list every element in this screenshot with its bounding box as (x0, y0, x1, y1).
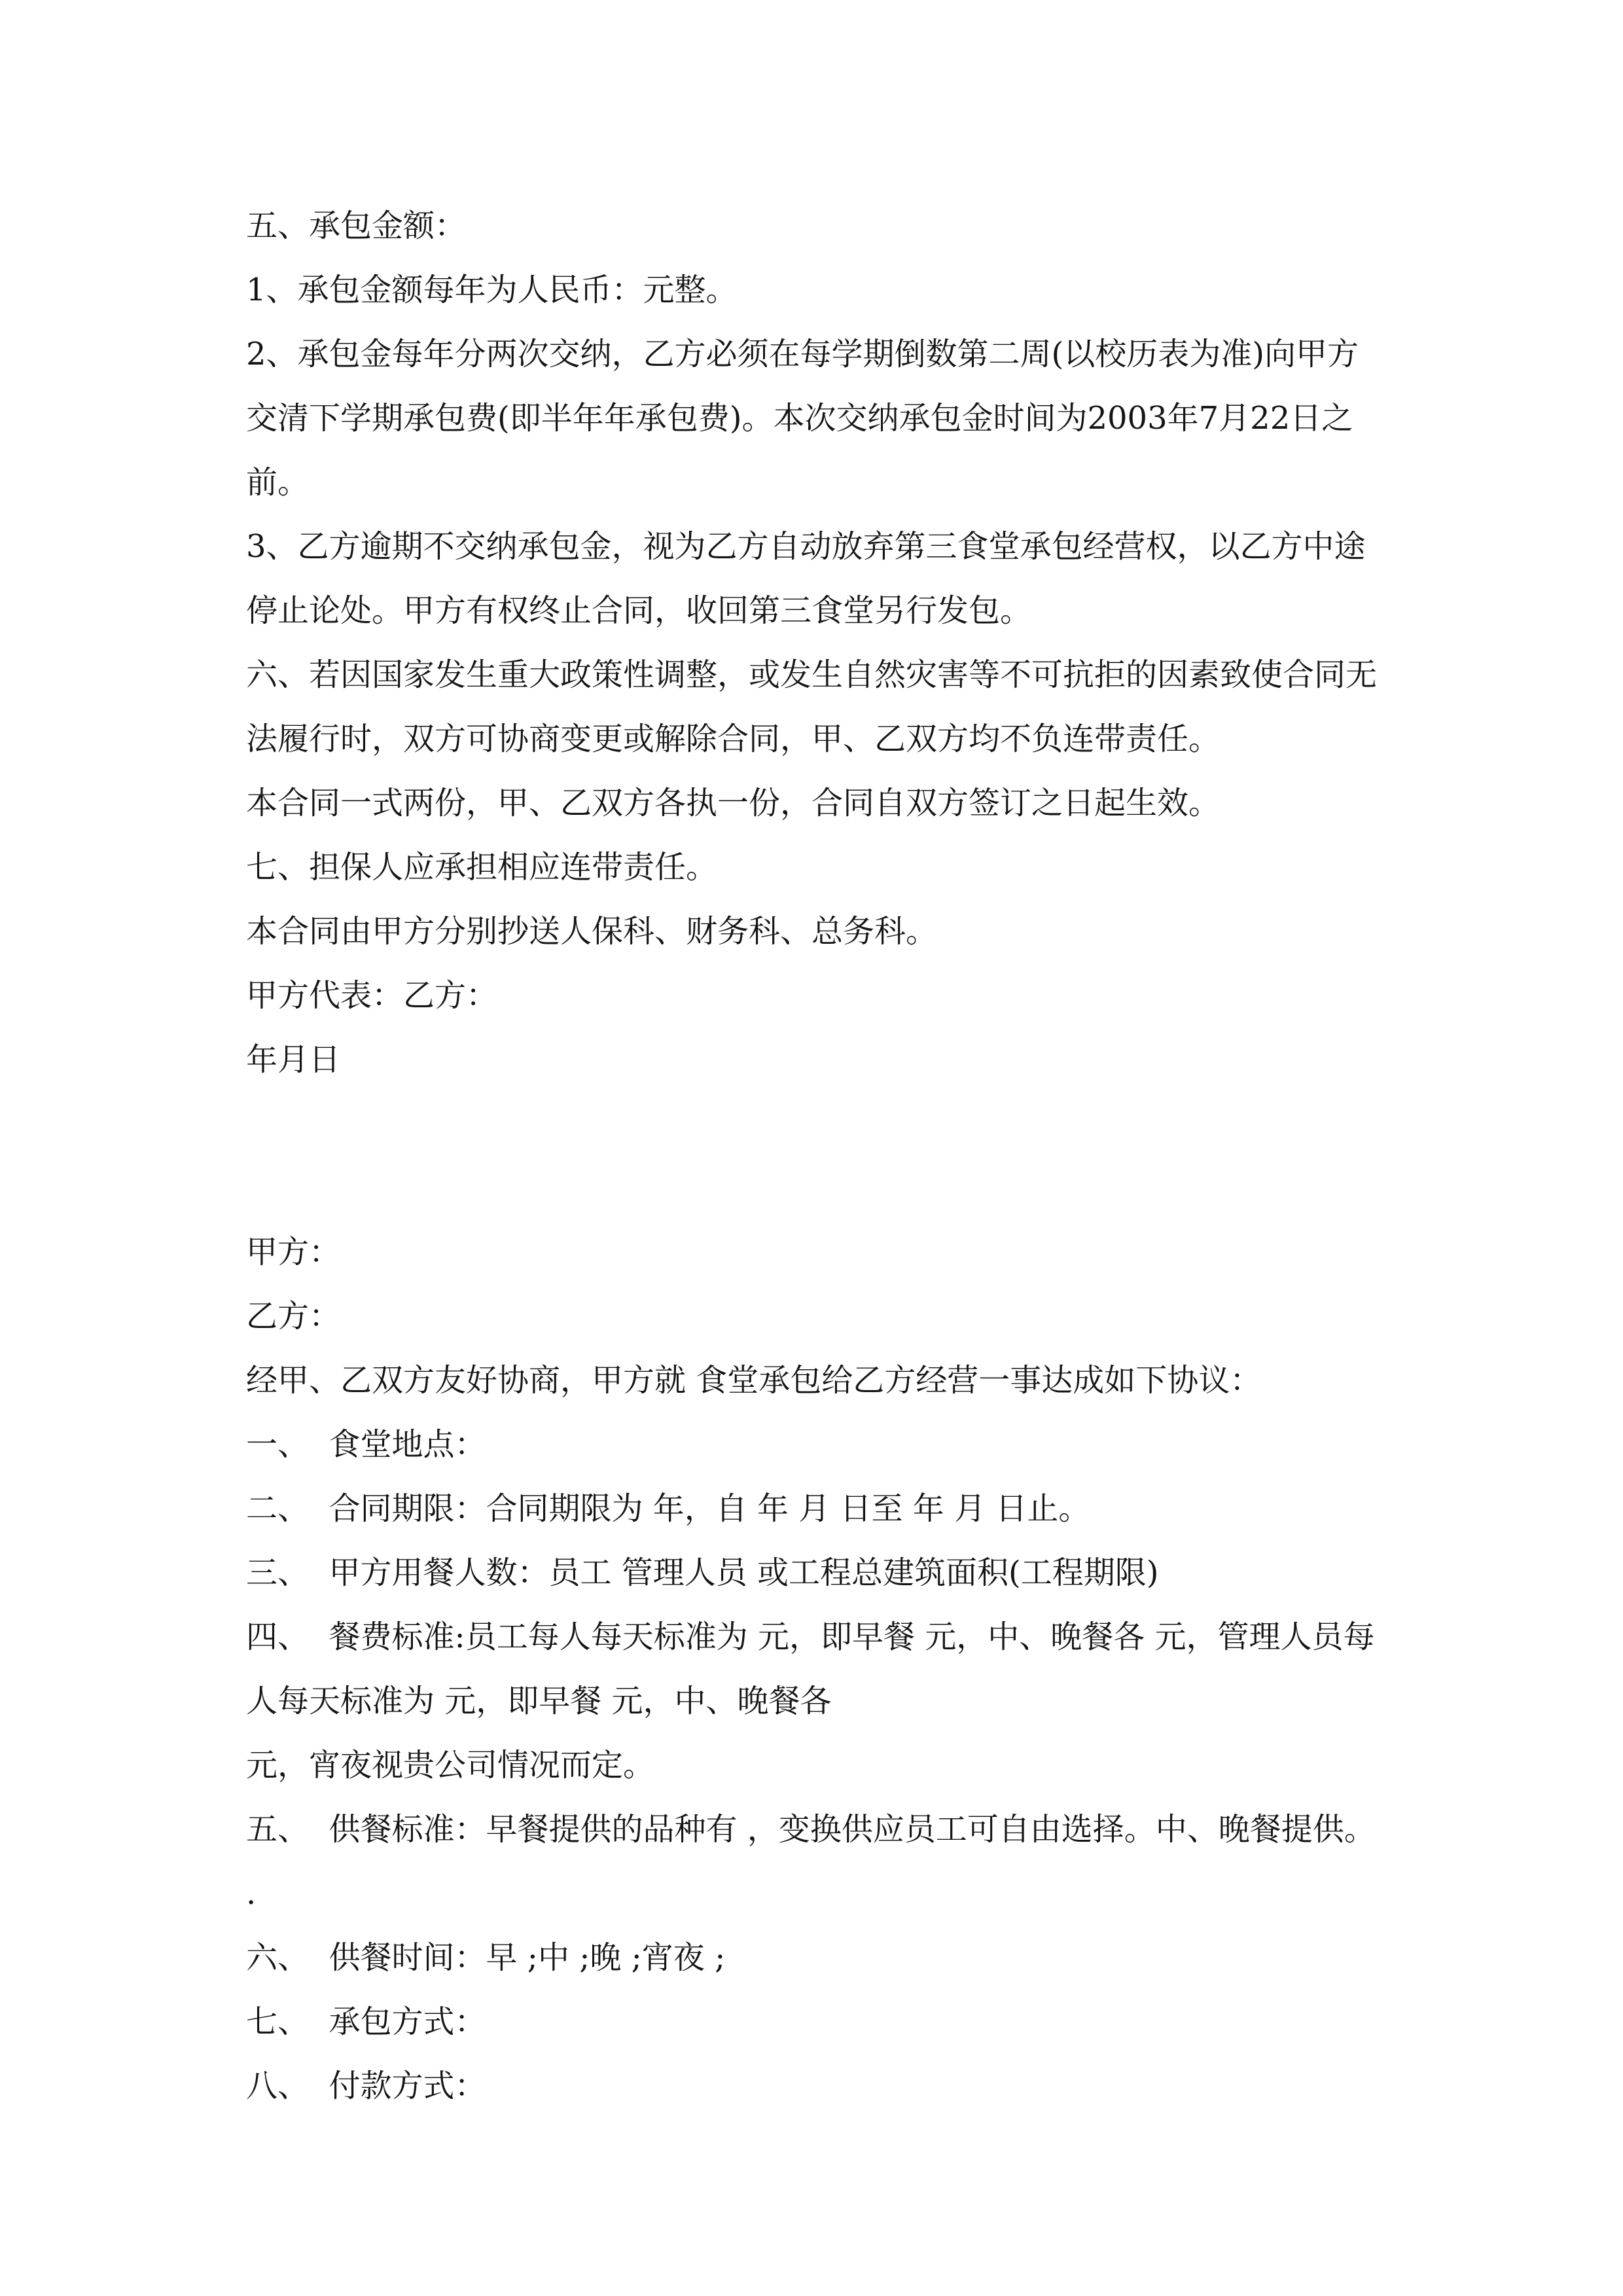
section-gap (246, 1092, 1381, 1220)
clause-item: 三、 甲方用餐人数：员工 管理人员 或工程总建筑面积(工程期限) (246, 1554, 1159, 1591)
signature-line: 甲方代表：乙方： (246, 977, 498, 1014)
paragraph: 经甲、乙双方友好协商，甲方就 食堂承包给乙方经营一事达成如下协议： (246, 1362, 1262, 1399)
clause-item: 七、 承包方式： (246, 2003, 486, 2040)
clause-item: 元，宵夜视贵公司情况而定。 (246, 1747, 655, 1784)
paragraph: 2、承包金每年分两次交纳，乙方必须在每学期倒数第二周(以校历表为准)向甲方交清下学期承包费(即半年年承包费)。本次交纳承包金时间为2003年7月22日之前。 (246, 336, 1359, 501)
paragraph: 七、担保人应承担相应连带责任。 (246, 849, 718, 886)
clause-item: 八、 付款方式： (246, 2068, 486, 2104)
party-a-line: 甲方： (246, 1234, 341, 1270)
paragraph: 本合同一式两份，甲、乙双方各执一份，合同自双方签订之日起生效。 (246, 785, 1221, 821)
paragraph: 1、承包金额每年为人民币：元整。 (246, 272, 738, 308)
clause-item: 四、 餐费标准:员工每人每天标准为 元，即早餐 元，中、晚餐各 元，管理人员每人每天标准为 元，即早餐 元，中、晚餐各 (246, 1619, 1375, 1719)
paragraph: 本合同由甲方分别抄送人保科、财务科、总务科。 (246, 913, 938, 950)
clause-item: 六、 供餐时间：早 ;中 ;晚 ;宵夜 ; (246, 1939, 726, 1976)
paragraph: 六、若因国家发生重大政策性调整，或发生自然灾害等不可抗拒的因素致使合同无法履行时，双方可协商变更或解除合同，甲、乙双方均不负连带责任。 (246, 656, 1378, 757)
date-line: 年月日 (246, 1041, 341, 1078)
clause-item: 一、 食堂地点： (246, 1426, 486, 1463)
section-heading-contract-amount: 五、承包金额： (246, 207, 467, 244)
clause-item: 五、 供餐标准：早餐提供的品种有 ，变换供应员工可自由选择。中、晚餐提供。 . (246, 1811, 1386, 1912)
clause-item: 二、 合同期限：合同期限为 年，自 年 月 日至 年 月 日止。 (246, 1490, 1090, 1527)
party-b-line: 乙方： (246, 1298, 341, 1335)
document-body (246, 194, 1386, 2118)
paragraph: 3、乙方逾期不交纳承包金，视为乙方自动放弃第三食堂承包经营权，以乙方中途停止论处。甲方有权终止合同，收回第三食堂另行发包。 (246, 528, 1366, 629)
